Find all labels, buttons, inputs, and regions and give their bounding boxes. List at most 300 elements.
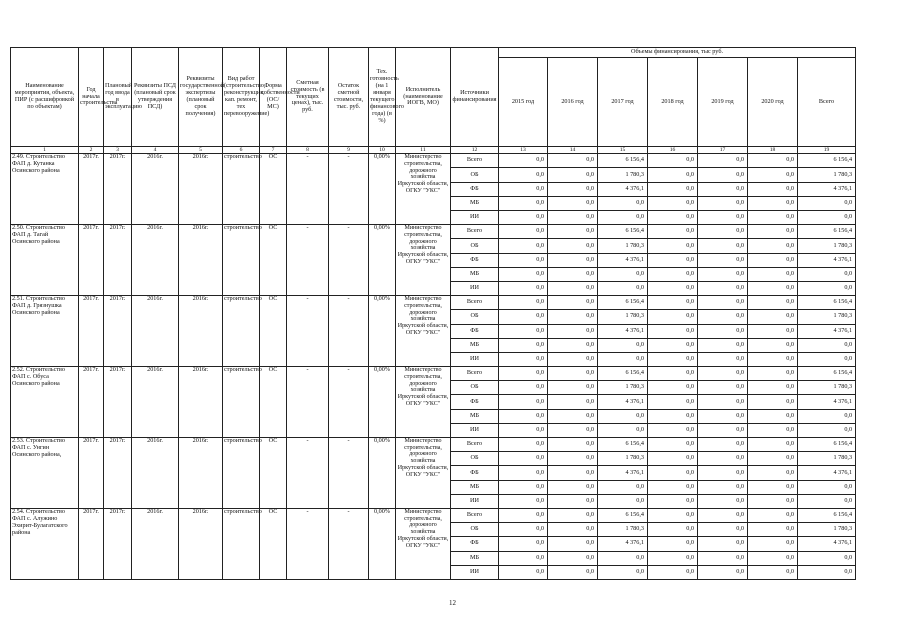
funding-total: 6 156,4	[798, 367, 856, 381]
funding-total: 6 156,4	[798, 508, 856, 522]
funding-value: 1 780,3	[598, 239, 648, 253]
funding-source: ФБ	[451, 466, 499, 480]
funding-source: ФБ	[451, 395, 499, 409]
funding-total: 6 156,4	[798, 438, 856, 452]
expertise-date: 2016г.	[179, 154, 223, 225]
header-year: 2019 год	[698, 58, 748, 147]
funding-source: ИИ	[451, 211, 499, 225]
funding-value: 0,0	[748, 551, 798, 565]
funding-total: 0,0	[798, 211, 856, 225]
funding-source: ФБ	[451, 182, 499, 196]
funding-source: ИИ	[451, 281, 499, 295]
funding-value: 0,0	[548, 225, 598, 239]
funding-value: 0,0	[548, 281, 598, 295]
planned-year: 2017г.	[104, 438, 132, 509]
ownership: ОС	[260, 438, 287, 509]
work-type: строительство	[223, 367, 260, 438]
column-number: 12	[451, 147, 499, 154]
funding-total: 0,0	[798, 281, 856, 295]
funding-value: 0,0	[748, 409, 798, 423]
funding-total: 1 780,3	[798, 168, 856, 182]
funding-value: 0,0	[499, 196, 548, 210]
header-remaining: Остаток сметной стоимости, тыс. руб.	[329, 48, 369, 147]
readiness: 0,00%	[369, 296, 396, 367]
funding-value: 1 780,3	[598, 452, 648, 466]
funding-value: 0,0	[548, 438, 598, 452]
funding-value: 0,0	[748, 381, 798, 395]
funding-source: ОБ	[451, 381, 499, 395]
funding-source: ФБ	[451, 537, 499, 551]
object-name: 2.50. Строительство ФАП д. Тагай Осинского района	[11, 225, 79, 296]
funding-value: 0,0	[698, 423, 748, 437]
executor: Министерство строительства, дорожного хозяйства Иркутской области, ОГКУ "УКС"	[396, 225, 451, 296]
funding-total: 4 376,1	[798, 395, 856, 409]
funding-value: 0,0	[548, 211, 598, 225]
ownership: ОС	[260, 508, 287, 579]
funding-total: 0,0	[798, 494, 856, 508]
readiness: 0,00%	[369, 438, 396, 509]
funding-value: 6 156,4	[598, 438, 648, 452]
funding-value: 0,0	[698, 452, 748, 466]
funding-value: 6 156,4	[598, 508, 648, 522]
ownership: ОС	[260, 367, 287, 438]
header-executor: Исполнитель (наименование ИОГВ, МО)	[396, 48, 451, 147]
funding-total: 0,0	[798, 338, 856, 352]
funding-value: 0,0	[748, 338, 798, 352]
funding-value: 0,0	[648, 211, 698, 225]
funding-value: 0,0	[499, 381, 548, 395]
funding-value: 0,0	[548, 253, 598, 267]
executor: Министерство строительства, дорожного хозяйства Иркутской области, ОГКУ "УКС"	[396, 508, 451, 579]
column-number: 19	[798, 147, 856, 154]
funding-value: 0,0	[548, 296, 598, 310]
header-funding-group: Объемы финансирования, тыс руб.	[499, 48, 856, 58]
funding-value: 0,0	[499, 508, 548, 522]
funding-value: 6 156,4	[598, 154, 648, 168]
funding-value: 0,0	[748, 168, 798, 182]
funding-value: 0,0	[548, 239, 598, 253]
funding-value: 4 376,1	[598, 253, 648, 267]
header-year: 2015 год	[499, 58, 548, 147]
funding-value: 4 376,1	[598, 537, 648, 551]
work-type: строительство	[223, 225, 260, 296]
column-number-row	[11, 147, 856, 154]
funding-value: 0,0	[499, 565, 548, 579]
funding-value: 0,0	[548, 352, 598, 366]
funding-value: 0,0	[548, 551, 598, 565]
estimate-cost: -	[287, 438, 329, 509]
funding-value: 0,0	[499, 281, 548, 295]
header-year: 2018 год	[648, 58, 698, 147]
funding-value: 0,0	[698, 211, 748, 225]
funding-value: 0,0	[748, 438, 798, 452]
funding-value: 0,0	[748, 466, 798, 480]
financing-table	[10, 47, 856, 580]
funding-value: 0,0	[648, 168, 698, 182]
column-number: 11	[396, 147, 451, 154]
funding-total: 1 780,3	[798, 310, 856, 324]
funding-value: 0,0	[698, 310, 748, 324]
funding-source: ИИ	[451, 352, 499, 366]
header-year: 2020 год	[748, 58, 798, 147]
funding-value: 4 376,1	[598, 182, 648, 196]
readiness: 0,00%	[369, 225, 396, 296]
ownership: ОС	[260, 296, 287, 367]
funding-value: 0,0	[548, 423, 598, 437]
funding-value: 0,0	[698, 466, 748, 480]
funding-value: 1 780,3	[598, 168, 648, 182]
funding-value: 0,0	[648, 466, 698, 480]
funding-value: 0,0	[648, 196, 698, 210]
funding-value: 0,0	[748, 367, 798, 381]
funding-value: 0,0	[698, 281, 748, 295]
funding-value: 0,0	[499, 409, 548, 423]
funding-value: 0,0	[499, 182, 548, 196]
funding-value: 0,0	[499, 154, 548, 168]
funding-value: 0,0	[648, 423, 698, 437]
funding-total: 4 376,1	[798, 466, 856, 480]
funding-value: 0,0	[698, 508, 748, 522]
funding-value: 0,0	[548, 480, 598, 494]
funding-value: 0,0	[598, 551, 648, 565]
psd-date: 2016г.	[132, 154, 179, 225]
executor: Министерство строительства, дорожного хозяйства Иркутской области, ОГКУ "УКС"	[396, 296, 451, 367]
funding-value: 0,0	[548, 537, 598, 551]
work-type: строительство	[223, 508, 260, 579]
funding-value: 0,0	[499, 211, 548, 225]
funding-value: 0,0	[548, 154, 598, 168]
funding-value: 0,0	[648, 409, 698, 423]
page-number: 12	[449, 599, 456, 607]
table-row	[11, 438, 856, 452]
funding-value: 0,0	[648, 438, 698, 452]
funding-source: МБ	[451, 551, 499, 565]
header-expertise: Реквизиты государственной экспертизы (плановый срок получения)	[179, 48, 223, 147]
table-row	[11, 225, 856, 239]
funding-value: 0,0	[748, 395, 798, 409]
start-year: 2017г.	[79, 154, 104, 225]
funding-source: ИИ	[451, 494, 499, 508]
funding-value: 0,0	[748, 423, 798, 437]
work-type: строительство	[223, 154, 260, 225]
header-work-type: Вид работ (строительство, реконструкция, кап. ремонт, тех перевооружение)	[223, 48, 260, 147]
funding-source: ИИ	[451, 565, 499, 579]
column-number: 15	[598, 147, 648, 154]
header-psd: Реквизиты ПСД (плановый срок утверждения ПСД)	[132, 48, 179, 147]
funding-value: 0,0	[548, 466, 598, 480]
funding-value: 0,0	[648, 565, 698, 579]
funding-value: 0,0	[698, 338, 748, 352]
funding-total: 0,0	[798, 551, 856, 565]
executor: Министерство строительства, дорожного хозяйства Иркутской области, ОГКУ "УКС"	[396, 367, 451, 438]
funding-total: 4 376,1	[798, 182, 856, 196]
psd-date: 2016г.	[132, 225, 179, 296]
funding-value: 0,0	[748, 182, 798, 196]
estimate-cost: -	[287, 508, 329, 579]
funding-source: Всего	[451, 367, 499, 381]
column-number: 1	[11, 147, 79, 154]
funding-value: 0,0	[548, 508, 598, 522]
funding-source: ФБ	[451, 324, 499, 338]
funding-value: 0,0	[648, 182, 698, 196]
column-number: 9	[329, 147, 369, 154]
header-estimate: Сметная стоимость (в текущих ценах), тыс. руб.	[287, 48, 329, 147]
header-year: 2017 год	[598, 58, 648, 147]
funding-value: 0,0	[499, 367, 548, 381]
funding-value: 0,0	[499, 267, 548, 281]
funding-source: МБ	[451, 409, 499, 423]
funding-total: 6 156,4	[798, 154, 856, 168]
funding-value: 0,0	[548, 182, 598, 196]
funding-value: 0,0	[499, 310, 548, 324]
funding-value: 4 376,1	[598, 466, 648, 480]
funding-value: 0,0	[598, 211, 648, 225]
funding-value: 0,0	[598, 267, 648, 281]
funding-value: 0,0	[698, 438, 748, 452]
funding-source: ОБ	[451, 310, 499, 324]
funding-value: 0,0	[698, 565, 748, 579]
header-start-year: Год начала строительства	[79, 48, 104, 147]
funding-source: ОБ	[451, 239, 499, 253]
funding-value: 0,0	[698, 395, 748, 409]
funding-value: 0,0	[698, 253, 748, 267]
funding-value: 0,0	[598, 281, 648, 295]
psd-date: 2016г.	[132, 296, 179, 367]
column-number: 7	[260, 147, 287, 154]
funding-total: 0,0	[798, 196, 856, 210]
funding-total: 4 376,1	[798, 253, 856, 267]
funding-source: ОБ	[451, 523, 499, 537]
funding-value: 0,0	[598, 409, 648, 423]
funding-value: 0,0	[648, 494, 698, 508]
funding-value: 0,0	[748, 324, 798, 338]
funding-total: 1 780,3	[798, 523, 856, 537]
funding-total: 1 780,3	[798, 452, 856, 466]
funding-total: 1 780,3	[798, 381, 856, 395]
funding-total: 0,0	[798, 565, 856, 579]
start-year: 2017г.	[79, 438, 104, 509]
funding-value: 0,0	[698, 296, 748, 310]
funding-value: 0,0	[748, 211, 798, 225]
funding-value: 0,0	[698, 537, 748, 551]
funding-value: 0,0	[698, 182, 748, 196]
funding-value: 0,0	[698, 494, 748, 508]
remaining-cost: -	[329, 438, 369, 509]
header-total: Всего	[798, 58, 856, 147]
table-body	[11, 154, 856, 580]
funding-value: 0,0	[548, 381, 598, 395]
funding-value: 0,0	[648, 225, 698, 239]
funding-value: 0,0	[698, 239, 748, 253]
funding-value: 0,0	[648, 381, 698, 395]
object-name: 2.53. Строительство ФАП с. Унгин Осинского района,	[11, 438, 79, 509]
funding-value: 0,0	[499, 296, 548, 310]
funding-value: 6 156,4	[598, 225, 648, 239]
funding-value: 0,0	[598, 352, 648, 366]
start-year: 2017г.	[79, 367, 104, 438]
funding-value: 0,0	[598, 196, 648, 210]
funding-value: 0,0	[548, 324, 598, 338]
funding-value: 0,0	[698, 168, 748, 182]
funding-value: 0,0	[648, 352, 698, 366]
expertise-date: 2016г.	[179, 296, 223, 367]
funding-value: 4 376,1	[598, 324, 648, 338]
funding-total: 4 376,1	[798, 537, 856, 551]
funding-total: 0,0	[798, 267, 856, 281]
funding-value: 0,0	[598, 480, 648, 494]
funding-value: 0,0	[648, 452, 698, 466]
psd-date: 2016г.	[132, 508, 179, 579]
funding-value: 1 780,3	[598, 310, 648, 324]
remaining-cost: -	[329, 296, 369, 367]
funding-source: МБ	[451, 338, 499, 352]
column-number: 18	[748, 147, 798, 154]
funding-value: 0,0	[548, 168, 598, 182]
column-number: 14	[548, 147, 598, 154]
expertise-date: 2016г.	[179, 225, 223, 296]
funding-value: 0,0	[499, 551, 548, 565]
funding-value: 0,0	[748, 196, 798, 210]
expertise-date: 2016г.	[179, 367, 223, 438]
start-year: 2017г.	[79, 508, 104, 579]
funding-value: 0,0	[748, 281, 798, 295]
funding-value: 0,0	[499, 494, 548, 508]
funding-value: 0,0	[548, 409, 598, 423]
funding-value: 0,0	[698, 367, 748, 381]
funding-value: 0,0	[648, 367, 698, 381]
work-type: строительство	[223, 296, 260, 367]
funding-value: 0,0	[748, 565, 798, 579]
funding-total: 0,0	[798, 352, 856, 366]
funding-source: ОБ	[451, 168, 499, 182]
funding-value: 0,0	[598, 494, 648, 508]
funding-value: 0,0	[698, 154, 748, 168]
header-ownership: Форма собственности (ОС/МС)	[260, 48, 287, 147]
funding-value: 6 156,4	[598, 296, 648, 310]
funding-value: 0,0	[648, 395, 698, 409]
readiness: 0,00%	[369, 367, 396, 438]
column-number: 16	[648, 147, 698, 154]
readiness: 0,00%	[369, 508, 396, 579]
funding-value: 0,0	[698, 225, 748, 239]
funding-value: 6 156,4	[598, 367, 648, 381]
estimate-cost: -	[287, 225, 329, 296]
psd-date: 2016г.	[132, 438, 179, 509]
funding-value: 0,0	[499, 253, 548, 267]
funding-total: 4 376,1	[798, 324, 856, 338]
funding-value: 0,0	[548, 565, 598, 579]
funding-total: 0,0	[798, 423, 856, 437]
funding-value: 0,0	[698, 381, 748, 395]
remaining-cost: -	[329, 225, 369, 296]
funding-value: 0,0	[698, 267, 748, 281]
funding-value: 0,0	[748, 508, 798, 522]
estimate-cost: -	[287, 154, 329, 225]
table-row	[11, 508, 856, 522]
readiness: 0,00%	[369, 154, 396, 225]
funding-value: 0,0	[548, 367, 598, 381]
object-name: 2.49. Строительство ФАП д. Кутанка Осинского района	[11, 154, 79, 225]
funding-value: 0,0	[499, 438, 548, 452]
funding-value: 0,0	[499, 395, 548, 409]
funding-value: 0,0	[648, 508, 698, 522]
table-row	[11, 296, 856, 310]
funding-value: 0,0	[648, 551, 698, 565]
header-name: Наименование мероприятия, объекта, ПИР (с расшифровкой по объектам)	[11, 48, 79, 147]
funding-value: 0,0	[499, 338, 548, 352]
funding-value: 0,0	[548, 494, 598, 508]
work-type: строительство	[223, 438, 260, 509]
funding-value: 1 780,3	[598, 381, 648, 395]
funding-value: 0,0	[648, 281, 698, 295]
funding-value: 0,0	[748, 310, 798, 324]
funding-value: 0,0	[548, 338, 598, 352]
funding-value: 0,0	[548, 310, 598, 324]
executor: Министерство строительства, дорожного хозяйства Иркутской области, ОГКУ "УКС"	[396, 438, 451, 509]
funding-source: Всего	[451, 508, 499, 522]
funding-total: 0,0	[798, 480, 856, 494]
funding-value: 0,0	[548, 196, 598, 210]
funding-value: 0,0	[698, 324, 748, 338]
funding-source: ОБ	[451, 452, 499, 466]
funding-total: 6 156,4	[798, 225, 856, 239]
psd-date: 2016г.	[132, 367, 179, 438]
funding-value: 0,0	[748, 296, 798, 310]
funding-source: МБ	[451, 267, 499, 281]
column-number: 13	[499, 147, 548, 154]
start-year: 2017г.	[79, 225, 104, 296]
ownership: ОС	[260, 154, 287, 225]
funding-value: 0,0	[499, 239, 548, 253]
header-sources: Источники финансирования	[451, 48, 499, 147]
object-name: 2.51. Строительство ФАП д. Грязнушка Осинского района	[11, 296, 79, 367]
header-readiness: Тех. готовность (на 1 января текущего финансового года) (в %)	[369, 48, 396, 147]
planned-year: 2017г.	[104, 367, 132, 438]
funding-value: 0,0	[648, 310, 698, 324]
column-number: 2	[79, 147, 104, 154]
column-number: 6	[223, 147, 260, 154]
funding-value: 0,0	[748, 352, 798, 366]
funding-value: 0,0	[748, 494, 798, 508]
funding-value: 0,0	[548, 267, 598, 281]
funding-source: Всего	[451, 438, 499, 452]
funding-value: 0,0	[698, 523, 748, 537]
funding-value: 0,0	[698, 551, 748, 565]
funding-total: 1 780,3	[798, 239, 856, 253]
column-number: 5	[179, 147, 223, 154]
funding-value: 0,0	[648, 523, 698, 537]
funding-value: 0,0	[499, 452, 548, 466]
funding-source: Всего	[451, 154, 499, 168]
funding-value: 0,0	[598, 565, 648, 579]
funding-total: 0,0	[798, 409, 856, 423]
funding-value: 0,0	[499, 168, 548, 182]
funding-value: 0,0	[698, 409, 748, 423]
funding-value: 0,0	[648, 267, 698, 281]
column-number: 3	[104, 147, 132, 154]
funding-value: 1 780,3	[598, 523, 648, 537]
funding-value: 0,0	[598, 423, 648, 437]
funding-value: 0,0	[748, 154, 798, 168]
funding-source: Всего	[451, 296, 499, 310]
funding-value: 0,0	[499, 480, 548, 494]
funding-value: 0,0	[748, 480, 798, 494]
header-planned-year: Плановый год ввода в эксплуатацию	[104, 48, 132, 147]
funding-value: 0,0	[748, 253, 798, 267]
funding-value: 0,0	[698, 480, 748, 494]
planned-year: 2017г.	[104, 508, 132, 579]
planned-year: 2017г.	[104, 154, 132, 225]
